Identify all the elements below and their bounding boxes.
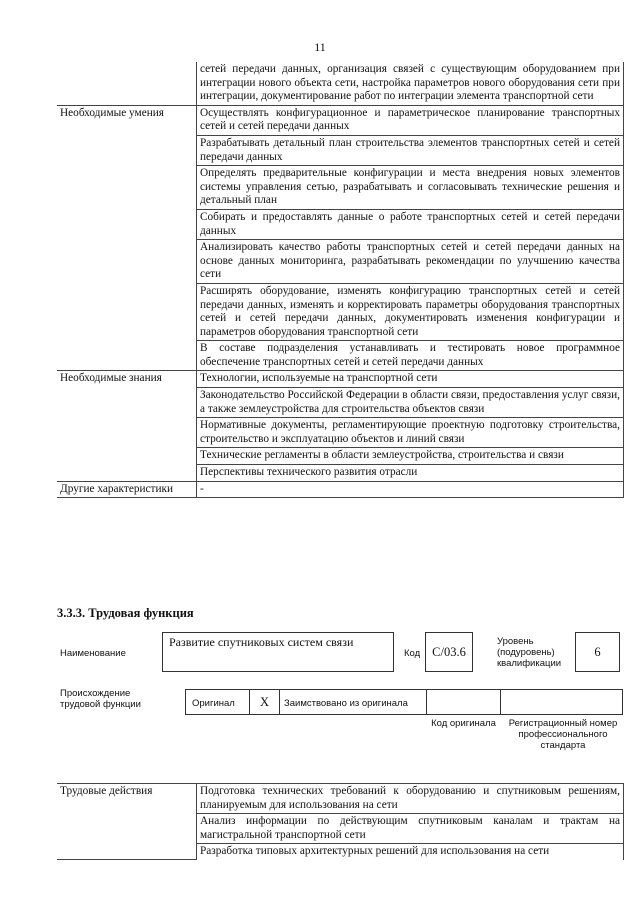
caption-code: Код оригинала [431, 718, 496, 729]
original-label: Оригинал [192, 698, 235, 709]
row-value: Технические регламенты в области землеустройства, строительства и связи [197, 448, 624, 465]
row-value: В составе подразделения устанавливать и тестировать новое программное обеспечение транспортных сетей и сетей передачи данных [197, 341, 624, 371]
requirements-row [57, 481, 624, 498]
origin-label: Происхождение трудовой функции [60, 688, 141, 710]
row-value: Осуществлять конфигурационное и параметрическое планирование транспортных сетей и сетей передачи данных [197, 105, 624, 135]
original-code-cell [426, 689, 501, 715]
borrowed-label: Заимствовано из оригинала [284, 698, 408, 709]
function-name-field: Развитие спутниковых систем связи [162, 632, 394, 672]
row-label: Необходимые умения [57, 105, 197, 371]
row-value: Разработка типовых архитектурных решений для использования на сети [197, 844, 624, 860]
actions-table [57, 783, 624, 860]
row-value: Анализировать качество работы транспортных сетей и сетей передачи данных на основе данных мониторинга, разрабатывать рекомендации по улучшению качества сети [197, 240, 624, 284]
row-value: Перспективы технического развития отрасли [197, 465, 624, 482]
code-label: Код [404, 648, 421, 659]
borrowed-cell [279, 689, 427, 715]
caption-reg: Регистрационный номер профессионального стандарта [508, 718, 618, 751]
page-number: 11 [314, 40, 326, 54]
requirements-row [57, 105, 624, 135]
row-label: Необходимые знания [57, 371, 197, 481]
row-label [57, 62, 197, 105]
function-code-field: C/03.6 [425, 632, 473, 672]
requirements-table [57, 62, 624, 498]
row-value: Разрабатывать детальный план строительства элементов транспортных сетей и сетей передачи данных [197, 135, 624, 165]
row-value: - [197, 481, 624, 498]
row-value: сетей передачи данных, организация связей с существующим оборудованием при интеграции нового объекта сети, настройка параметров нового оборудования сети при интеграции, документирование работ по интеграции элемента транспортной сети [197, 62, 624, 105]
original-mark-cell [249, 689, 280, 715]
requirements-row [57, 62, 624, 105]
name-label: Наименование [60, 648, 126, 659]
level-field: 6 [575, 632, 620, 672]
row-value: Расширять оборудование, изменять конфигурацию транспортных сетей и сетей передачи данных, изменять и корректировать параметры оборудования транспортных сетей и сетей передачи данных, документировать изменения конфигурации и параметров оборудования транспортной сети [197, 283, 624, 340]
actions-row [57, 784, 624, 814]
row-label: Трудовые действия [57, 784, 197, 860]
row-value: Собирать и предоставлять данные о работе транспортных сетей и сетей передачи данных [197, 209, 624, 239]
row-label: Другие характеристики [57, 481, 197, 498]
original-mark: X [259, 695, 270, 709]
row-value: Подготовка технических требований к оборудованию и спутниковым решениям, планируемым для использования на сети [197, 784, 624, 814]
section-title: 3.3.3. Трудовая функция [57, 606, 194, 620]
row-value: Законодательство Российской Федерации в области связи, предоставления услуг связи, а также землеустройства для строительства объектов связи [197, 388, 624, 418]
requirements-row [57, 371, 624, 388]
row-value: Анализ информации по действующим спутниковым каналам и трактам на магистральной транспортной сети [197, 814, 624, 844]
origin-row [185, 689, 623, 715]
row-value: Определять предварительные конфигурации и места внедрения новых элементов системы управления сетью, разрабатывать и согласовывать технические решения и детальный план [197, 166, 624, 210]
reg-number-cell [500, 689, 623, 715]
level-label: Уровень (подуровень) квалификации [497, 636, 562, 669]
row-value: Технологии, используемые на транспортной сети [197, 371, 624, 388]
original-cell [185, 689, 250, 715]
row-value: Нормативные документы, регламентирующие проектную подготовку строительства, строительство и эксплуатацию объектов и линий связи [197, 418, 624, 448]
